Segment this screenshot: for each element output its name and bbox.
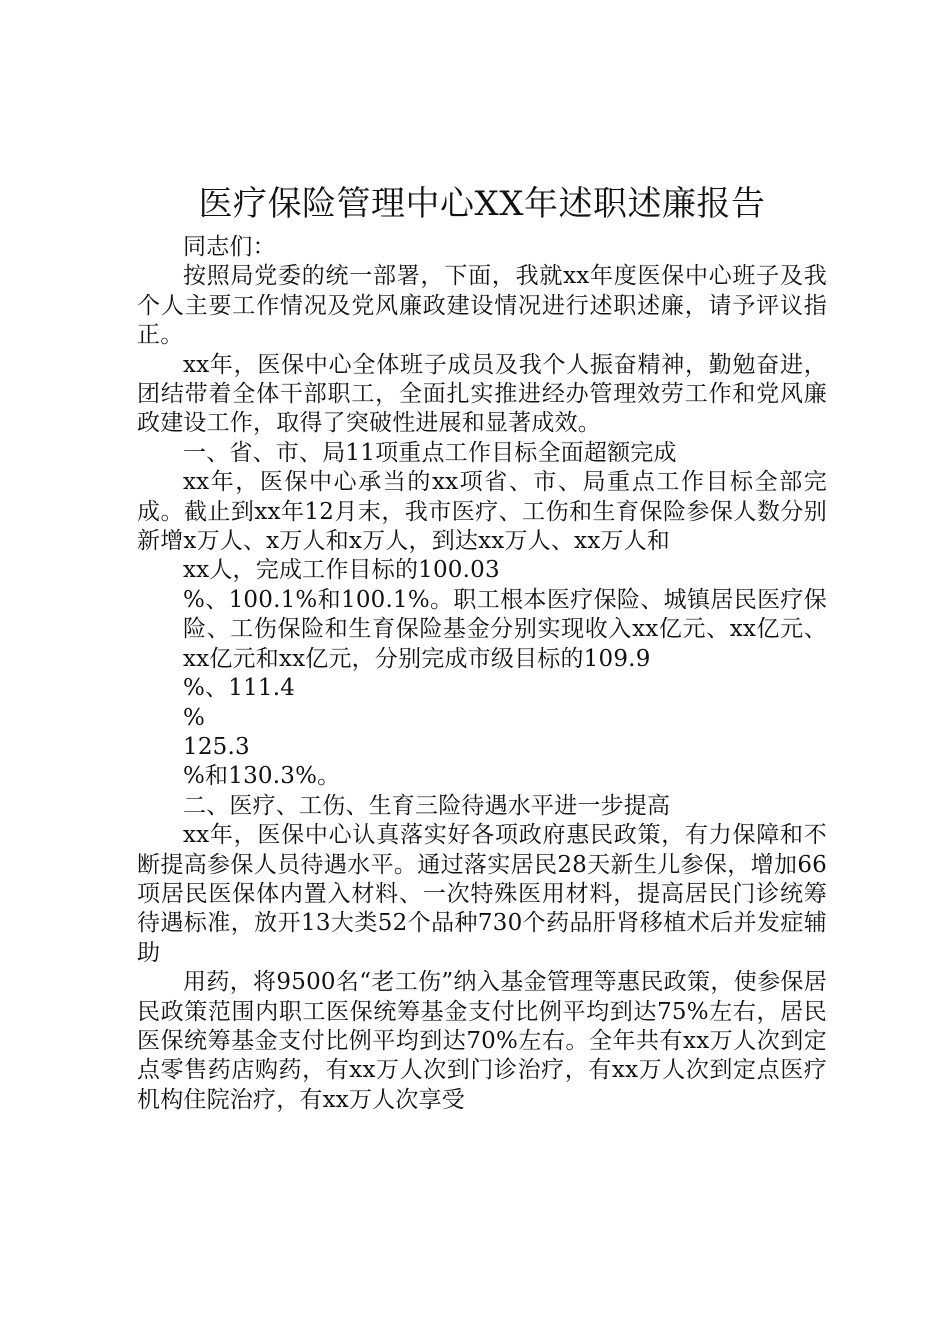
section-heading-2: 二、医疗、工伤、生育三险待遇水平进一步提高 bbox=[183, 792, 671, 819]
section-1-fragment: %和130.3%。 bbox=[183, 763, 341, 790]
section-1-paragraph: xx人，完成工作目标的100.03 bbox=[183, 557, 500, 584]
section-1-fragment: % bbox=[183, 704, 206, 731]
greeting: 同志们： bbox=[183, 234, 276, 260]
section-2-paragraph: xx年，医保中心认真落实好各项政府惠民政策，有力保障和不断提高参保人员待遇水平。通过落实居民28天新生儿参保，增加66项居民医保体内置入材料、一次特殊医用材料，提高居民门诊统筹待遇标准，放开13大类52个品种730个药品肝肾移植术后并发症辅助 bbox=[137, 822, 827, 966]
section-1-fragment: %、111.4 bbox=[183, 675, 296, 702]
intro-paragraph: 按照局党委的统一部署，下面，我就xx年度医保中心班子及我个人主要工作情况及党风廉政建设情况进行述职述廉，请予评议指正。 bbox=[137, 263, 827, 349]
section-1-paragraph: %、100.1%和100.1%。职工根本医疗保险、城镇居民医疗保险、工伤保险和生育保险基金分别实现收入xx亿元、xx亿元、xx亿元和xx亿元，分别完成市级目标的109.9 bbox=[183, 586, 827, 672]
section-heading-1: 一、省、市、局11项重点工作目标全面超额完成 bbox=[183, 439, 677, 466]
document-body bbox=[137, 182, 827, 1115]
section-1-paragraph: xx年，医保中心承当的xx项省、市、局重点工作目标全部完成。截止到xx年12月末，我市医疗、工伤和生育保险参保人数分别新增x万人、x万人和x万人，到达xx万人、xx万人和 bbox=[137, 469, 827, 555]
section-2-paragraph: 用药，将9500名“老工伤”纳入基金管理等惠民政策，使参保居民政策范围内职工医保统筹基金支付比例平均到达75%左右，居民医保统筹基金支付比例平均到达70%左右。全年共有xx万人次到定点零售药店购药，有xx万人次到门诊治疗，有xx万人次到定点医疗机构住院治疗，有xx万人次享受 bbox=[137, 969, 827, 1113]
document-title: 医疗保险管理中心XX年述职述廉报告 bbox=[198, 184, 766, 224]
summary-paragraph: xx年，医保中心全体班子成员及我个人振奋精神，勤勉奋进，团结带着全体干部职工，全面扎实推进经办管理效劳工作和党风廉政建设工作，取得了突破性进展和显著成效。 bbox=[137, 351, 827, 437]
section-1-fragment: 125.3 bbox=[183, 733, 250, 760]
